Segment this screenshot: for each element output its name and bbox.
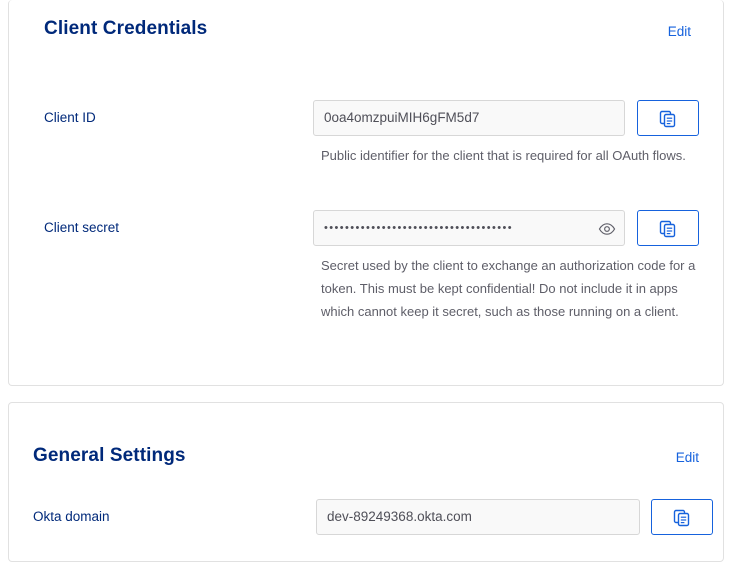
client-id-value: 0oa4omzpuiMIH6gFM5d7	[324, 110, 480, 125]
client-secret-value: ••••••••••••••••••••••••••••••••••••	[324, 222, 514, 234]
client-secret-label: Client secret	[44, 220, 120, 235]
copy-icon	[659, 220, 679, 238]
page-title: Client Credentials	[44, 18, 208, 39]
edit-general-settings-button[interactable]: Edit	[675, 450, 699, 465]
client-credentials-card	[8, 0, 724, 386]
copy-client-id-button[interactable]	[637, 100, 699, 136]
general-settings-card	[8, 402, 724, 562]
edit-client-credentials-button[interactable]: Edit	[667, 24, 691, 39]
copy-client-secret-button[interactable]	[637, 210, 699, 246]
client-id-label: Client ID	[44, 110, 96, 125]
copy-icon	[673, 509, 693, 527]
client-secret-help-text: Secret used by the client to exchange an authorization code for a token. This must be kept confidential! Do not include it in apps which cannot keep it secret, such as those running on a client.	[321, 258, 696, 319]
client-secret-input[interactable]	[313, 210, 625, 246]
okta-domain-input-group	[316, 499, 713, 535]
general-settings-header	[9, 403, 723, 465]
okta-domain-input[interactable]	[316, 499, 640, 535]
okta-domain-value: dev-89249368.okta.com	[327, 509, 472, 524]
client-id-input[interactable]	[313, 100, 625, 136]
client-id-help-text: Public identifier for the client that is required for all OAuth flows.	[321, 148, 686, 163]
client-id-input-group	[313, 100, 699, 136]
okta-domain-label: Okta domain	[33, 509, 110, 524]
general-settings-title: General Settings	[33, 445, 186, 466]
copy-icon	[659, 110, 679, 128]
client-secret-input-group	[313, 210, 699, 246]
copy-okta-domain-button[interactable]	[651, 499, 713, 535]
eye-icon[interactable]	[598, 220, 616, 238]
client-credentials-header	[9, 0, 723, 62]
